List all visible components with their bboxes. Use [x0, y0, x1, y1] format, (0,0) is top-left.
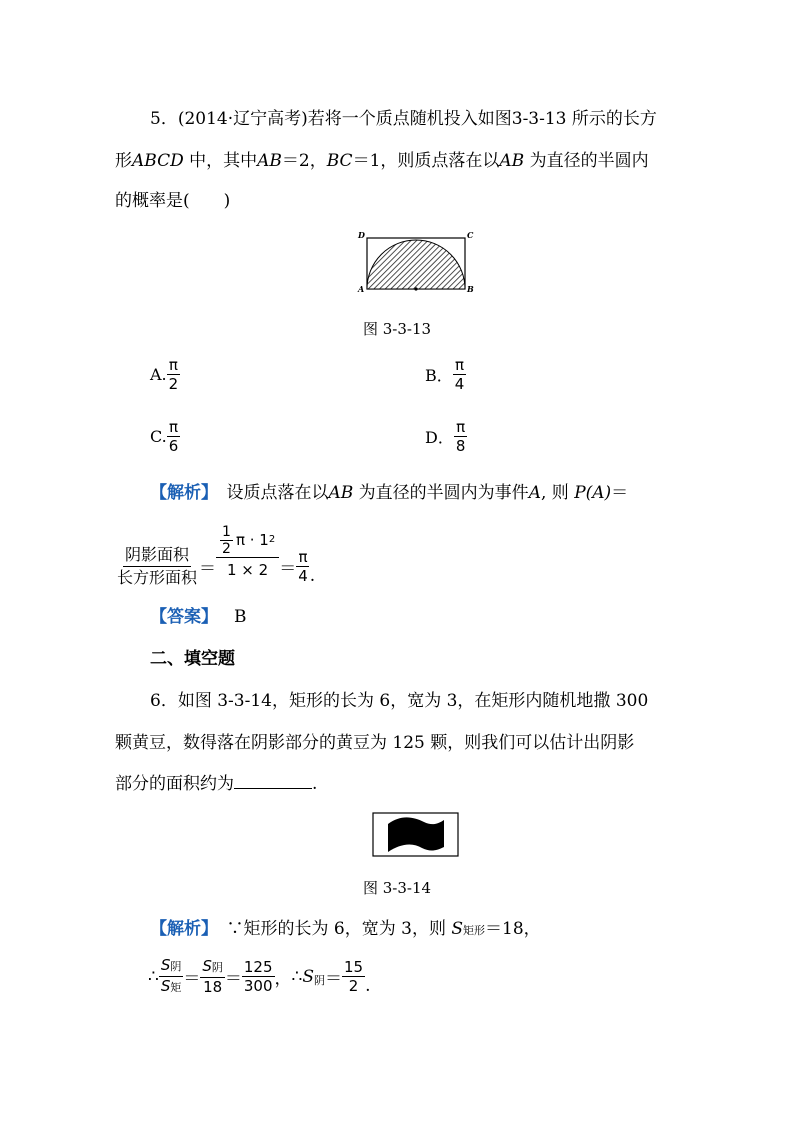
subscript: 阴 — [211, 961, 223, 974]
numerator: 125 — [243, 958, 273, 976]
text: 为直径的半圆内 — [524, 151, 649, 171]
var-ab: AB — [257, 151, 282, 171]
option-d[interactable] — [425, 418, 467, 455]
equals: ＝ — [199, 559, 217, 579]
var-s: S — [160, 956, 171, 974]
caption-3-3-14: 图 3-3-14 — [362, 879, 432, 897]
figure-3-3-14 — [372, 812, 460, 858]
denominator: 长方形面积 — [117, 568, 198, 587]
var-ab: AB — [499, 151, 525, 171]
fraction-half-pi — [216, 524, 279, 580]
text: 形 — [115, 151, 132, 171]
comma: ， — [274, 969, 292, 989]
q5-line-1: 5．(2014·辽宁高考)若将一个质点随机投入如图3-3-13 所示的长方 — [150, 109, 657, 129]
fraction-s-ratio — [159, 956, 184, 997]
fraction-15-2 — [342, 958, 365, 995]
numerator — [216, 524, 279, 558]
equals: ＝ — [183, 969, 201, 989]
text: ＝ — [611, 483, 629, 503]
denominator: 18 — [203, 978, 223, 996]
denominator — [159, 977, 184, 997]
denominator: 6 — [168, 437, 179, 455]
q5-line-2 — [115, 150, 649, 172]
denominator: 300 — [243, 977, 273, 995]
subscript: 矩 — [170, 981, 182, 994]
center-point — [414, 287, 417, 290]
fraction-area-ratio — [115, 544, 199, 589]
option-letter: C. — [150, 427, 167, 446]
var-bc: BC — [326, 151, 353, 171]
denominator: 2 — [348, 977, 359, 995]
answer-blank[interactable] — [234, 772, 312, 789]
fraction-one-half — [220, 524, 233, 557]
subscript: 阴 — [314, 973, 326, 987]
text: π · 1 — [235, 531, 269, 549]
denominator: 8 — [455, 437, 466, 455]
subscript: 阴 — [170, 960, 182, 973]
caption-3-3-13: 图 3-3-13 — [362, 320, 432, 338]
figure-3-3-13 — [355, 228, 485, 296]
var-abcd: ABCD — [132, 151, 184, 171]
label-b: B — [467, 284, 474, 294]
q6-line-1: 6．如图 3-3-14，矩形的长为 6，宽为 3，在矩形内随机地撒 300 — [150, 691, 649, 711]
numerator: π — [298, 548, 308, 566]
option-fraction — [454, 418, 468, 455]
q5-analysis-formula — [115, 514, 315, 589]
option-fraction — [453, 356, 467, 393]
option-c[interactable] — [150, 418, 180, 455]
var-s: S — [160, 977, 171, 995]
q6-analysis-formula — [148, 956, 371, 997]
fraction-125-300 — [242, 958, 275, 995]
q6-line-2: 颗黄豆，数得落在阴影部分的黄豆为 125 颗，则我们可以估计出阴影 — [115, 733, 635, 753]
var-s: S — [451, 919, 463, 939]
text: 中，其中 — [183, 151, 258, 171]
numerator: π — [168, 356, 178, 374]
denominator: 4 — [298, 567, 308, 585]
numerator: π — [169, 418, 179, 436]
denominator: 2 — [168, 375, 179, 393]
answer-value: B — [234, 607, 247, 627]
fraction-pi-4 — [296, 548, 310, 585]
text: , 则 — [540, 483, 575, 503]
equals: ＝ — [279, 559, 297, 579]
denominator: 2 — [222, 540, 231, 557]
label-d: D — [358, 230, 365, 240]
denominator: 4 — [454, 375, 465, 393]
numerator: 1 — [222, 523, 231, 540]
text: ＝18， — [485, 919, 541, 939]
section-title: 二、填空题 — [150, 649, 235, 669]
option-a[interactable] — [150, 356, 180, 393]
denominator: 1 × 2 — [227, 560, 269, 579]
text: 为直径的半圆内为事件 — [353, 483, 529, 503]
text: ∵矩形的长为 6，宽为 3，则 — [209, 919, 452, 939]
q5-analysis-line-1 — [150, 482, 628, 504]
option-b[interactable] — [425, 356, 466, 393]
numerator: 阴影面积 — [123, 544, 191, 567]
label-a: A — [358, 284, 365, 294]
option-fraction — [167, 356, 181, 393]
answer-label: 【答案】 — [150, 607, 218, 627]
option-fraction — [167, 418, 181, 455]
option-letter: A. — [150, 365, 167, 384]
option-letter: B． — [425, 366, 453, 385]
numerator — [159, 956, 184, 977]
period: . — [309, 565, 316, 586]
equals: ＝ — [224, 969, 242, 989]
therefore: ∴ — [148, 966, 159, 987]
numerator: 15 — [344, 958, 364, 976]
text: ＝2， — [281, 151, 327, 171]
analysis-label: 【解析】 — [150, 919, 210, 939]
var-pa: P(A) — [574, 483, 612, 503]
analysis-label: 【解析】 — [150, 483, 210, 503]
text: 部分的面积约为 — [115, 774, 234, 794]
var-s: S — [202, 957, 212, 975]
numerator: π — [456, 418, 466, 436]
var-ab: AB — [328, 483, 354, 503]
therefore: ∴ — [291, 966, 303, 987]
numerator: π — [455, 356, 465, 374]
superscript: 2 — [268, 534, 276, 545]
label-c: C — [467, 230, 474, 240]
numerator — [200, 957, 225, 978]
q5-answer — [150, 606, 247, 628]
text: ＝1，则质点落在以 — [352, 151, 500, 171]
subscript: 矩形 — [463, 924, 485, 937]
equals: ＝ — [325, 969, 343, 989]
var-a: A — [528, 483, 541, 503]
fraction-s-18 — [200, 957, 225, 996]
text: 设质点落在以 — [209, 483, 329, 503]
option-letter: D． — [425, 428, 454, 447]
period: . — [365, 975, 371, 996]
text: . — [312, 774, 318, 794]
q6-analysis-line-1 — [150, 918, 541, 942]
q6-line-3 — [115, 772, 317, 795]
semicircle — [367, 240, 465, 289]
q5-line-3: 的概率是( ) — [115, 191, 231, 211]
var-s: S — [302, 966, 315, 987]
